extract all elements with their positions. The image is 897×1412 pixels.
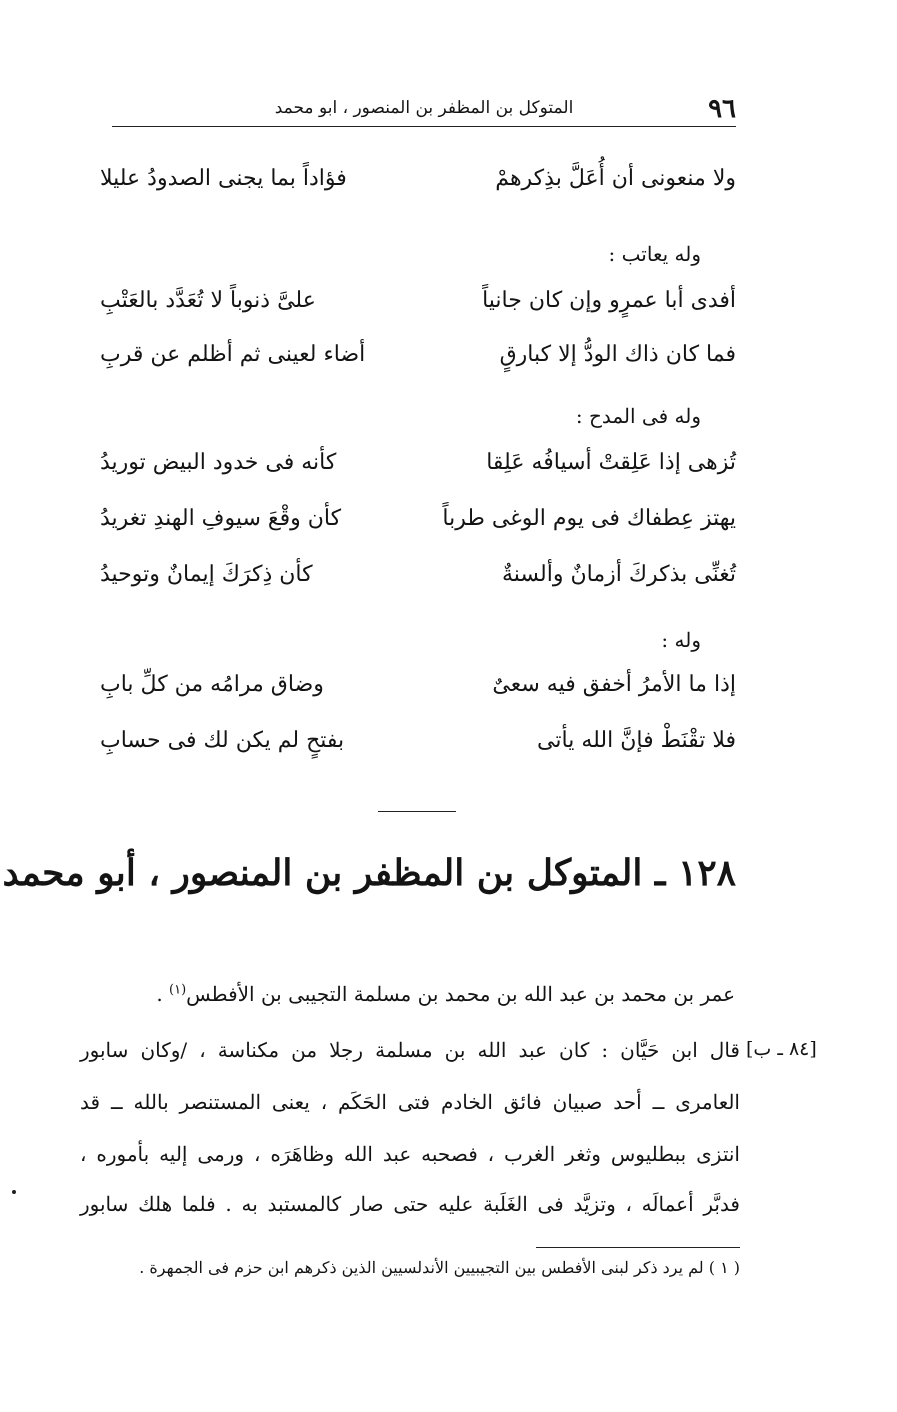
margin-folio-note: [٨٤ ـ ب] [746,1038,817,1060]
verse-second-hemistich: فؤاداً بما يجنى الصدودُ عليلا [100,166,347,191]
verse-line [100,288,736,328]
lineage-text: عمر بن محمد بن عبد الله بن محمد بن مسلمة التجيبى بن الأفطس [186,982,735,1006]
lineage-line [156,982,735,1006]
footnote: ( ١ ) لم يرد ذكر لبنى الأفطس بين التجيبيين الأندلسيين الذين ذكرهم ابن حزم فى الجمهرة . [139,1258,740,1277]
verse-first-hemistich: يهتز عِطفاك فى يوم الوغى طرباً [442,506,736,531]
verse-line [100,728,736,768]
poem-intro: وله فى المدح : [575,404,701,428]
poem-intro: وله : [661,628,701,652]
paragraph-line: قال ابن حَيَّان : كان عبد الله بن مسلمة رجلا من مكناسة ، /وكان سابور [80,1038,740,1062]
verse-first-hemistich: ولا منعونى أن أُعَلَّ بذِكرهمْ [495,166,736,191]
verse-first-hemistich: إذا ما الأمرُ أخفق فيه سعىٌ [492,672,736,697]
verse-line [100,562,736,602]
section-divider [378,811,456,812]
verse-second-hemistich: كأن وقْعَ سيوفِ الهندِ تغريدُ [100,506,342,531]
verse-first-hemistich: تُزهى إذا عَلِقتْ أسيافُه عَلِقا [486,450,736,475]
verse-first-hemistich: فما كان ذاك الودُّ إلا كبارقٍ [499,342,736,367]
verse-line [100,506,736,546]
poem-intro: وله يعاتب : [608,242,701,266]
verse-line [100,450,736,490]
verse-second-hemistich: بفتحٍ لم يكن لك فى حسابِ [100,728,345,753]
verse-first-hemistich: أفدى أبا عمرٍو وإن كان جانياً [482,288,736,313]
verse-second-hemistich: علىَّ ذنوباً لا تُعَدَّد بالعَتْبِ [100,288,316,313]
verse-line [100,342,736,382]
margin-speck [12,1190,16,1194]
running-header [112,92,736,127]
footnote-rule [536,1247,740,1248]
verse-second-hemistich: كأن ذِكرَكَ إيمانٌ وتوحيدُ [100,562,313,587]
verse-first-hemistich: فلا تقْنَطْ فإنَّ الله يأتى [537,728,736,753]
footnote-reference: (١) [169,982,187,998]
verse-second-hemistich: كأنه فى خدود البيض توريدُ [100,450,337,475]
verse-first-hemistich: تُغنِّى بذكركَ أزمانٌ وألسنةٌ [502,562,736,587]
verse-second-hemistich: أضاء لعينى ثم أظلم عن قربِ [100,342,366,367]
verse-line [100,672,736,712]
lineage-end: . [156,982,170,1006]
verse-second-hemistich: وضاق مرامُه من كلِّ بابِ [100,672,324,697]
running-title: المتوكل بن المظفر بن المنصور ، ابو محمد [274,98,574,118]
paragraph-line: فدبَّر أعمالَه ، وتزيَّد فى الغَلَبة عليه حتى صار كالمستبد به . فلما هلك سابور [80,1192,740,1216]
paragraph-line: انتزى ببطليوس وثغر الغرب ، فصحبه عبد الله وظاهَرَه ، ورمى إليه بأموره ، [80,1142,740,1166]
paragraph-line: العامرى ــ أحد صبيان فائق الخادم فتى الحَكَم ، يعنى المستنصر بالله ــ قد [80,1090,740,1114]
verse-line [100,166,736,206]
section-title: ١٢٨ ـ المتوكل بن المظفر بن المنصور ، أبو محمد [2,852,736,894]
page-number: ٩٦ [708,94,736,124]
